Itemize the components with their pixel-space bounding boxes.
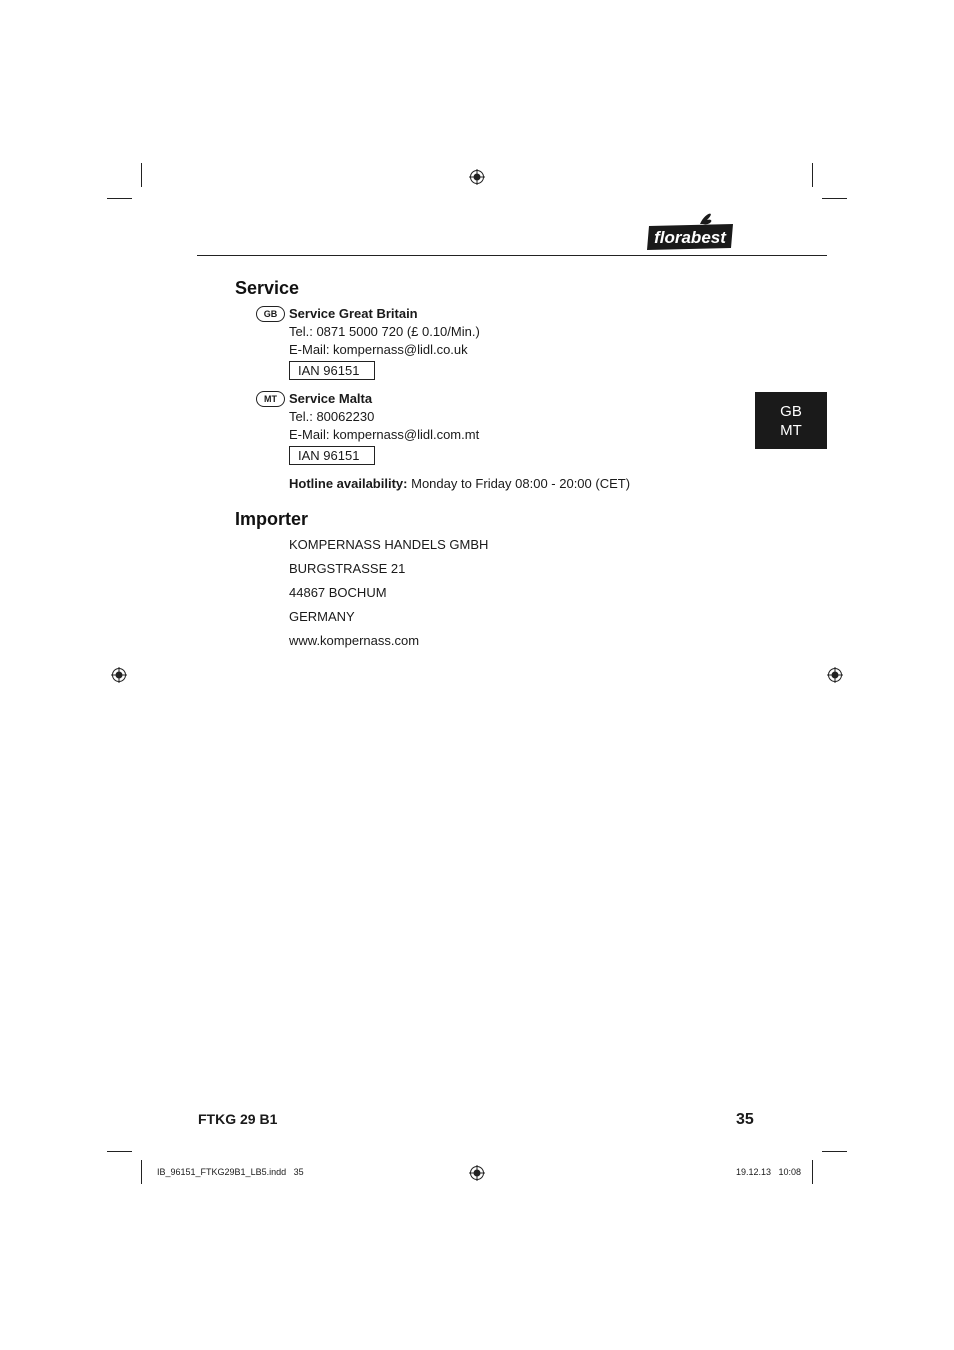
footer-model: FTKG 29 B1 <box>198 1111 278 1127</box>
country-badge-gb: GB <box>256 306 285 322</box>
slug-file: IB_96151_FTKG29B1_LB5.indd 35 <box>157 1167 304 1177</box>
crop-mark-icon <box>107 1151 132 1152</box>
language-tab-gb: GB <box>780 403 802 420</box>
slug-date: 19.12.13 10:08 <box>736 1167 802 1177</box>
ian-box-gb: IAN 96151 <box>289 361 375 380</box>
hotline-line <box>289 476 630 491</box>
importer-street: BURGSTRASSE 21 <box>289 561 406 576</box>
registration-mark-icon <box>469 1165 485 1181</box>
service-heading: Service <box>235 278 300 298</box>
importer-website: www.kompernass.com <box>289 633 420 648</box>
importer-country: GERMANY <box>289 609 355 624</box>
registration-mark-icon <box>827 667 843 683</box>
florabest-logo <box>645 210 737 252</box>
crop-mark-icon <box>107 198 132 199</box>
logo-text: florabest <box>654 228 726 247</box>
crop-mark-icon <box>141 1160 142 1184</box>
crop-mark-icon <box>822 1151 847 1152</box>
service-mt-title: Service Malta <box>289 391 373 406</box>
crop-mark-icon <box>141 163 142 187</box>
service-gb-title: Service Great Britain <box>289 306 418 321</box>
language-tab-mt: MT <box>780 422 802 439</box>
page-number: 35 <box>736 1111 754 1128</box>
language-tab <box>755 392 827 449</box>
service-gb-email: E-Mail: kompernass@lidl.co.uk <box>289 342 468 357</box>
hotline-label: Hotline availability: <box>289 476 408 491</box>
importer-city: 44867 BOCHUM <box>289 585 387 600</box>
registration-mark-icon <box>469 169 485 185</box>
importer-company: KOMPERNASS HANDELS GMBH <box>289 537 489 552</box>
service-mt-email: E-Mail: kompernass@lidl.com.mt <box>289 427 480 442</box>
crop-mark-icon <box>812 1160 813 1184</box>
crop-mark-icon <box>822 198 847 199</box>
hotline-value: Monday to Friday 08:00 - 20:00 (CET) <box>411 476 631 491</box>
service-gb-tel: Tel.: 0871 5000 720 (£ 0.10/Min.) <box>289 324 480 339</box>
country-badge-mt: MT <box>256 391 285 407</box>
service-mt-tel: Tel.: 80062230 <box>289 409 375 424</box>
registration-mark-icon <box>111 667 127 683</box>
importer-heading: Importer <box>235 509 309 529</box>
ian-box-mt: IAN 96151 <box>289 446 375 465</box>
crop-mark-icon <box>812 163 813 187</box>
header-rule <box>197 255 827 256</box>
